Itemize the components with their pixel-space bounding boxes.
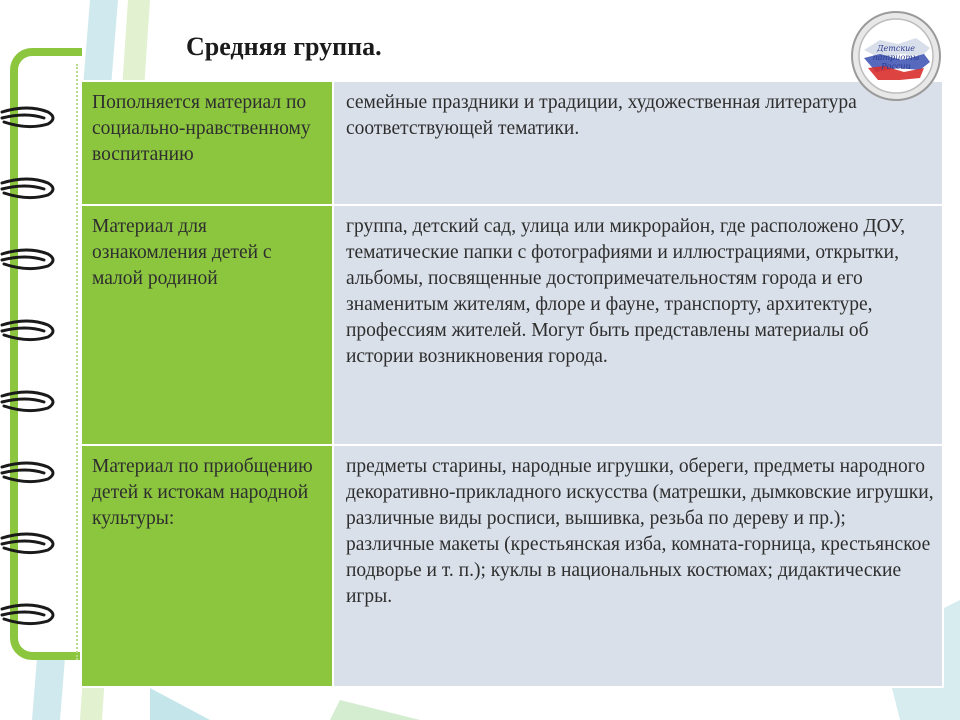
- spiral-ring-icon: [2, 605, 53, 624]
- spiral-ring-icon: [2, 534, 53, 553]
- spiral-ring-icon: [2, 392, 53, 411]
- spiral-ring-icon: [2, 463, 53, 482]
- spiral-ring-icon: [2, 179, 53, 198]
- row-label-cell: Материал для ознакомления детей с малой родиной: [81, 205, 333, 445]
- spiral-ring-icon: [2, 321, 53, 340]
- slide-title: Средняя группа.: [186, 32, 382, 61]
- row-content-cell: предметы старины, народные игрушки, обереги, предметы народного декоративно-прикладного искусства (матрешки, дымковские игрушки, различные виды росписи, вышивка, резьба по дереву и пр.); различные макеты (крестьянская изба, комната-горница, крестьянское подворье и т. п.); куклы в национальных костюмах; дидактические игры.: [333, 445, 943, 687]
- row-content-cell: семейные праздники и традиции, художественная литература соответствующей тематики.: [333, 81, 943, 205]
- emblem-line: патриоты: [872, 53, 920, 62]
- emblem-line: Детские: [877, 44, 915, 53]
- spiral-ring-icon: [2, 108, 53, 127]
- content-table: [80, 80, 944, 688]
- spiral-binding: [0, 0, 80, 640]
- table-row: [81, 81, 943, 205]
- spiral-ring-icon: [2, 250, 53, 269]
- emblem-line: России: [881, 62, 911, 71]
- row-label-cell: Материал по приобщению детей к истокам народной культуры:: [81, 445, 333, 687]
- row-label-cell: Пополняется материал по социально-нравственному воспитанию: [81, 81, 333, 205]
- table-row: [81, 205, 943, 445]
- emblem-logo: [850, 10, 942, 102]
- table-row: [81, 445, 943, 687]
- row-content-cell: группа, детский сад, улица или микрорайон, где расположено ДОУ, тематические папки с фотографиями и иллюстрациями, открытки, альбомы, посвященные достопримечательностям города и его знаменитым жителям, флоре и фауне, транспорту, архитектуре, профессиям жителей. Могут быть представлены материалы об истории возникновения города.: [333, 205, 943, 445]
- emblem-text: [850, 44, 942, 71]
